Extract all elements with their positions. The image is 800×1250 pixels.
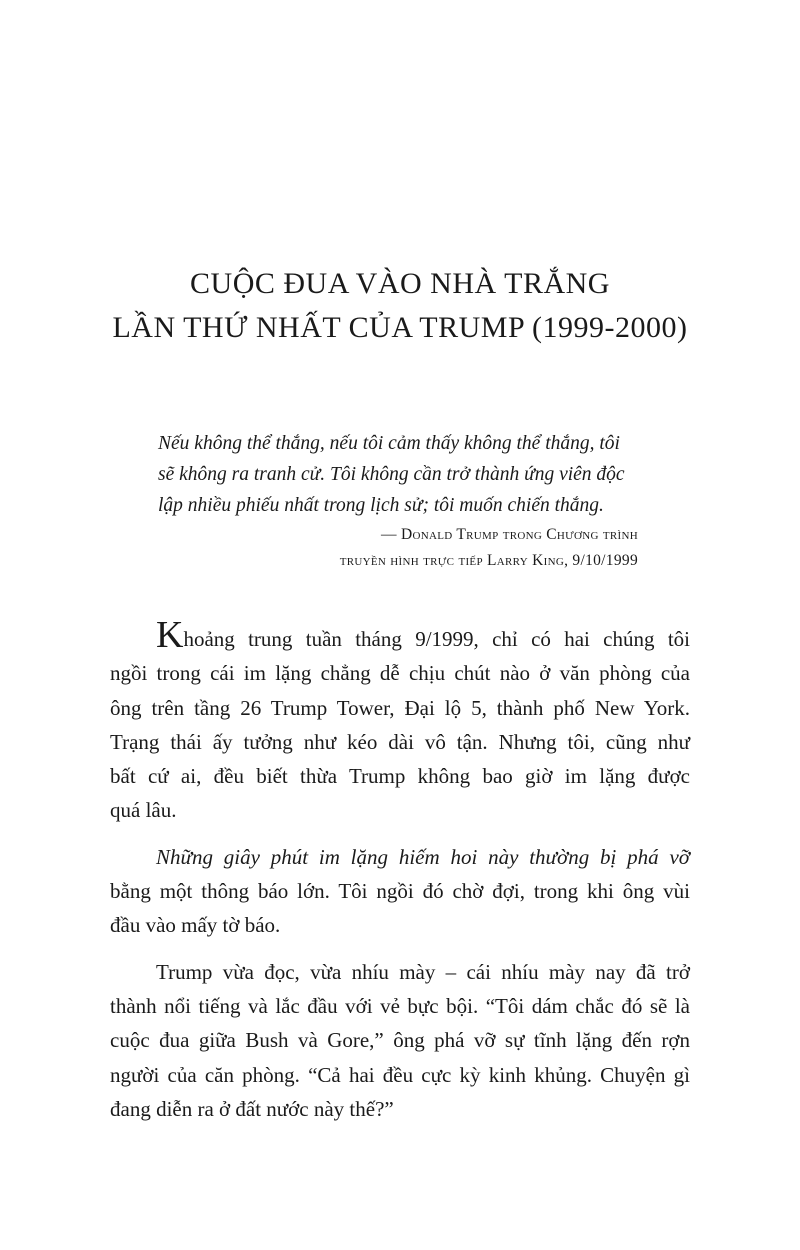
text-line: cuộc đua giữa Bush và Gore,” ông phá vỡ sự tĩnh lặng đến rợn — [110, 1028, 690, 1053]
chapter-title-line-1: CUỘC ĐUA VÀO NHÀ TRẮNG — [190, 267, 610, 300]
text-line: thành nổi tiếng và lắc đầu với vẻ bực bội. “Tôi dám chắc đó sẽ là — [110, 993, 690, 1018]
epigraph-attribution — [340, 522, 638, 574]
epigraph-line: sẽ không ra tranh cử. Tôi không cần trở thành ứng viên độc — [158, 464, 625, 485]
text-line: đang diễn ra ở đất nước này thế?” — [110, 1096, 394, 1121]
text-line: Trump vừa đọc, vừa nhíu mày – cái nhíu mày nay đã trở — [156, 959, 690, 984]
paragraph-3 — [110, 955, 690, 1126]
attribution-line-2: truyền hình trực tiếp Larry King, 9/10/1999 — [339, 552, 638, 569]
text-line: đầu vào mấy tờ báo. — [110, 913, 281, 938]
text-line: bất cứ ai, đều biết thừa Trump không bao giờ im lặng được — [110, 764, 690, 789]
drop-cap: K — [156, 614, 184, 656]
epigraph-line: Nếu không thể thắng, nếu tôi cảm thấy không thể thắng, tôi — [158, 433, 620, 454]
chapter-title — [0, 262, 800, 350]
paragraph-1 — [110, 614, 690, 828]
text-line: Trạng thái ấy tưởng như kéo dài vô tận. Nhưng tôi, cũng như — [110, 729, 690, 754]
chapter-title-line-2: LẦN THỨ NHẤT CỦA TRUMP (1999-2000) — [112, 311, 688, 344]
text-line: Những giây phút im lặng hiếm hoi này thường bị phá vỡ — [156, 844, 690, 869]
paragraph-2 — [110, 840, 690, 943]
text-line: người của căn phòng. “Cả hai đều cực kỳ kinh khủng. Chuyện gì — [110, 1062, 690, 1087]
text-line: bằng một thông báo lớn. Tôi ngồi đó chờ đợi, trong khi ông vùi — [110, 879, 690, 904]
text-line: Khoảng trung tuần tháng 9/1999, chỉ có hai chúng tôi — [156, 614, 690, 656]
body-text — [110, 614, 690, 1138]
epigraph-quote — [158, 428, 648, 521]
attribution-line-1: — Donald Trump trong Chương trình — [381, 526, 638, 543]
text-line: ông trên tầng 26 Trump Tower, Đại lộ 5, thành phố New York. — [110, 695, 690, 720]
text-line: quá lâu. — [110, 798, 177, 823]
text-line: ngồi trong cái im lặng chẳng dễ chịu chút nào ở văn phòng của — [110, 661, 690, 686]
epigraph-line: lập nhiều phiếu nhất trong lịch sử; tôi muốn chiến thắng. — [158, 495, 604, 516]
